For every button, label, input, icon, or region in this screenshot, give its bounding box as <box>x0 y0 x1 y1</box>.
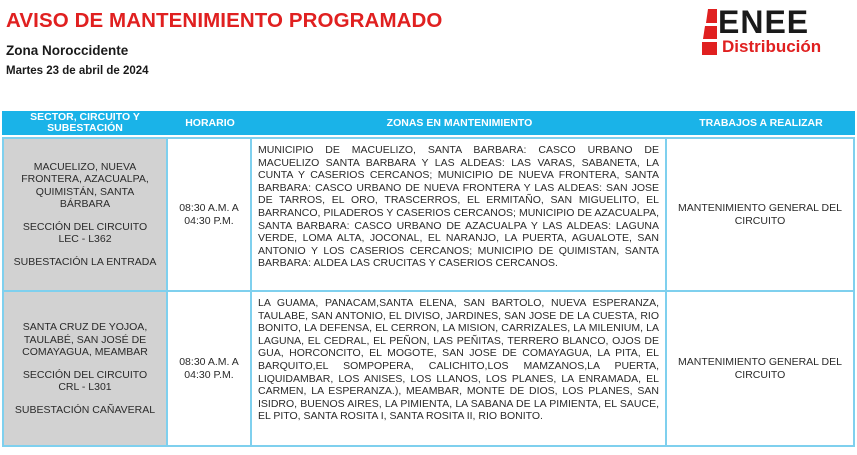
work-cell: MANTENIMIENTO GENERAL DEL CIRCUITO <box>667 139 855 290</box>
circuit-text: SECCIÓN DEL CIRCUITO CRL - L301 <box>22 368 148 393</box>
logo-brand-text: ENEE <box>718 4 810 40</box>
enee-logo-mark-icon <box>702 9 718 55</box>
sector-cell <box>2 139 168 290</box>
sector-cell <box>2 292 168 445</box>
work-cell: MANTENIMIENTO GENERAL DEL CIRCUITO <box>667 292 855 445</box>
table-header <box>2 111 855 137</box>
page-title: AVISO DE MANTENIMIENTO PROGRAMADO <box>6 9 443 32</box>
table-row <box>2 290 855 447</box>
enee-logo <box>702 6 852 58</box>
table-row <box>2 137 855 290</box>
column-header-schedule: HORARIO <box>185 116 235 129</box>
zones-cell: LA GUAMA, PANACAM,SANTA ELENA, SAN BARTOLO, NUEVA ESPERANZA, TAULABE, SAN ANTONIO, EL DIVISO, JARDINES, SAN JOSE DE LA CUESTA, RIO BONITO, LA DEFENSA, EL CERRON, LA MISION, CARRIZALES, LA MILENIUM, LA LAGUNA, EL CEDRAL, EL PEÑON, LAS PEÑITAS, TERRERO BLANCO, OJOS DE GUA, HORCONCITO, EL MOGOTE, SAN JOSE DE COMAYAGUA, LA PITA, EL BARQUITO,EL SOMPOPERA, CALICHITO,LOS MAMZANOS,LA PUERTA, LIQUIDAMBAR, LOS ANISES, LOS LLANOS, LOS PLANES, LA ENRAMADA, EL CARMEN, LA ESPERANZA.), MEAMBAR, MONTE DE DIOS, LOS PLANES, SAN ISIDRO, BUENOS AIRES, LA PIMIENTA, LA SABANA DE LA PIMIENTA, EL SAUCE, EL PITO, SANTA ROSITA I, SANTA ROSITA II, RIO BONITO. <box>252 292 667 445</box>
circuit-text: SECCIÓN DEL CIRCUITO LEC - L362 <box>22 220 148 246</box>
zone-label: Zona Noroccidente <box>6 43 129 58</box>
column-header-sector: SECTOR, CIRCUITO Y SUBESTACIÓN <box>30 111 140 134</box>
substation-text: SUBESTACIÓN LA ENTRADA <box>13 255 157 268</box>
logo-subtitle-text: Distribución <box>722 37 822 56</box>
notice-header <box>0 0 857 100</box>
schedule-cell: 08:30 A.M. A 04:30 P.M. <box>168 139 252 290</box>
schedule-cell: 08:30 A.M. A 04:30 P.M. <box>168 292 252 445</box>
sector-text: MACUELIZO, NUEVA FRONTERA, AZACUALPA, QUIMISTÁN, SANTA BÁRBARA <box>21 160 149 211</box>
date-label: Martes 23 de abril de 2024 <box>6 65 149 77</box>
maintenance-table <box>2 111 855 447</box>
zones-cell: MUNICIPIO DE MACUELIZO, SANTA BARBARA: CASCO URBANO DE MACUELIZO SANTA BARBARA Y LAS ALDEAS: LAS VARAS, SABANETA, LA CUNTA Y CASERIOS CERCANOS; MUNICIPIO DE NUEVA FRONTERA, SANTA BARBARA: CASCO URBANO DE NUEVA FRONTERA Y LAS ALDEAS: SAN JOSE DE TARROS, EL ORO, TRASCERROS, EL ERMITAÑO, SAN MIGUELITO, EL BARRANCO, PILADEROS Y CASERIOS CERCANOS; MUNICIPIO DE AZACUALPA, SANTA BARBARA: CASCO URBANO DE AZACUALPA Y LAS ALDEAS: LAGUNA VERDE, LOMA ALTA, JOCONAL, EL NARANJO, LA PUERTA, AGUALOTE, SAN ANTONIO Y LOS CASERIOS CERCANOS; MUNICIPIO DE QUIMISTAN, SANTA BARBARA: ALDEA LAS CRUCITAS Y CASERIOS CERCANOS. <box>252 139 667 290</box>
sector-text: SANTA CRUZ DE YOJOA, TAULABÉ, SAN JOSÉ DE COMAYAGUA, MEAMBAR <box>22 321 148 358</box>
column-header-zones: ZONAS EN MANTENIMIENTO <box>386 116 533 129</box>
column-header-work: TRABAJOS A REALIZAR <box>699 116 823 129</box>
substation-text: SUBESTACIÓN CAÑAVERAL <box>14 403 156 416</box>
